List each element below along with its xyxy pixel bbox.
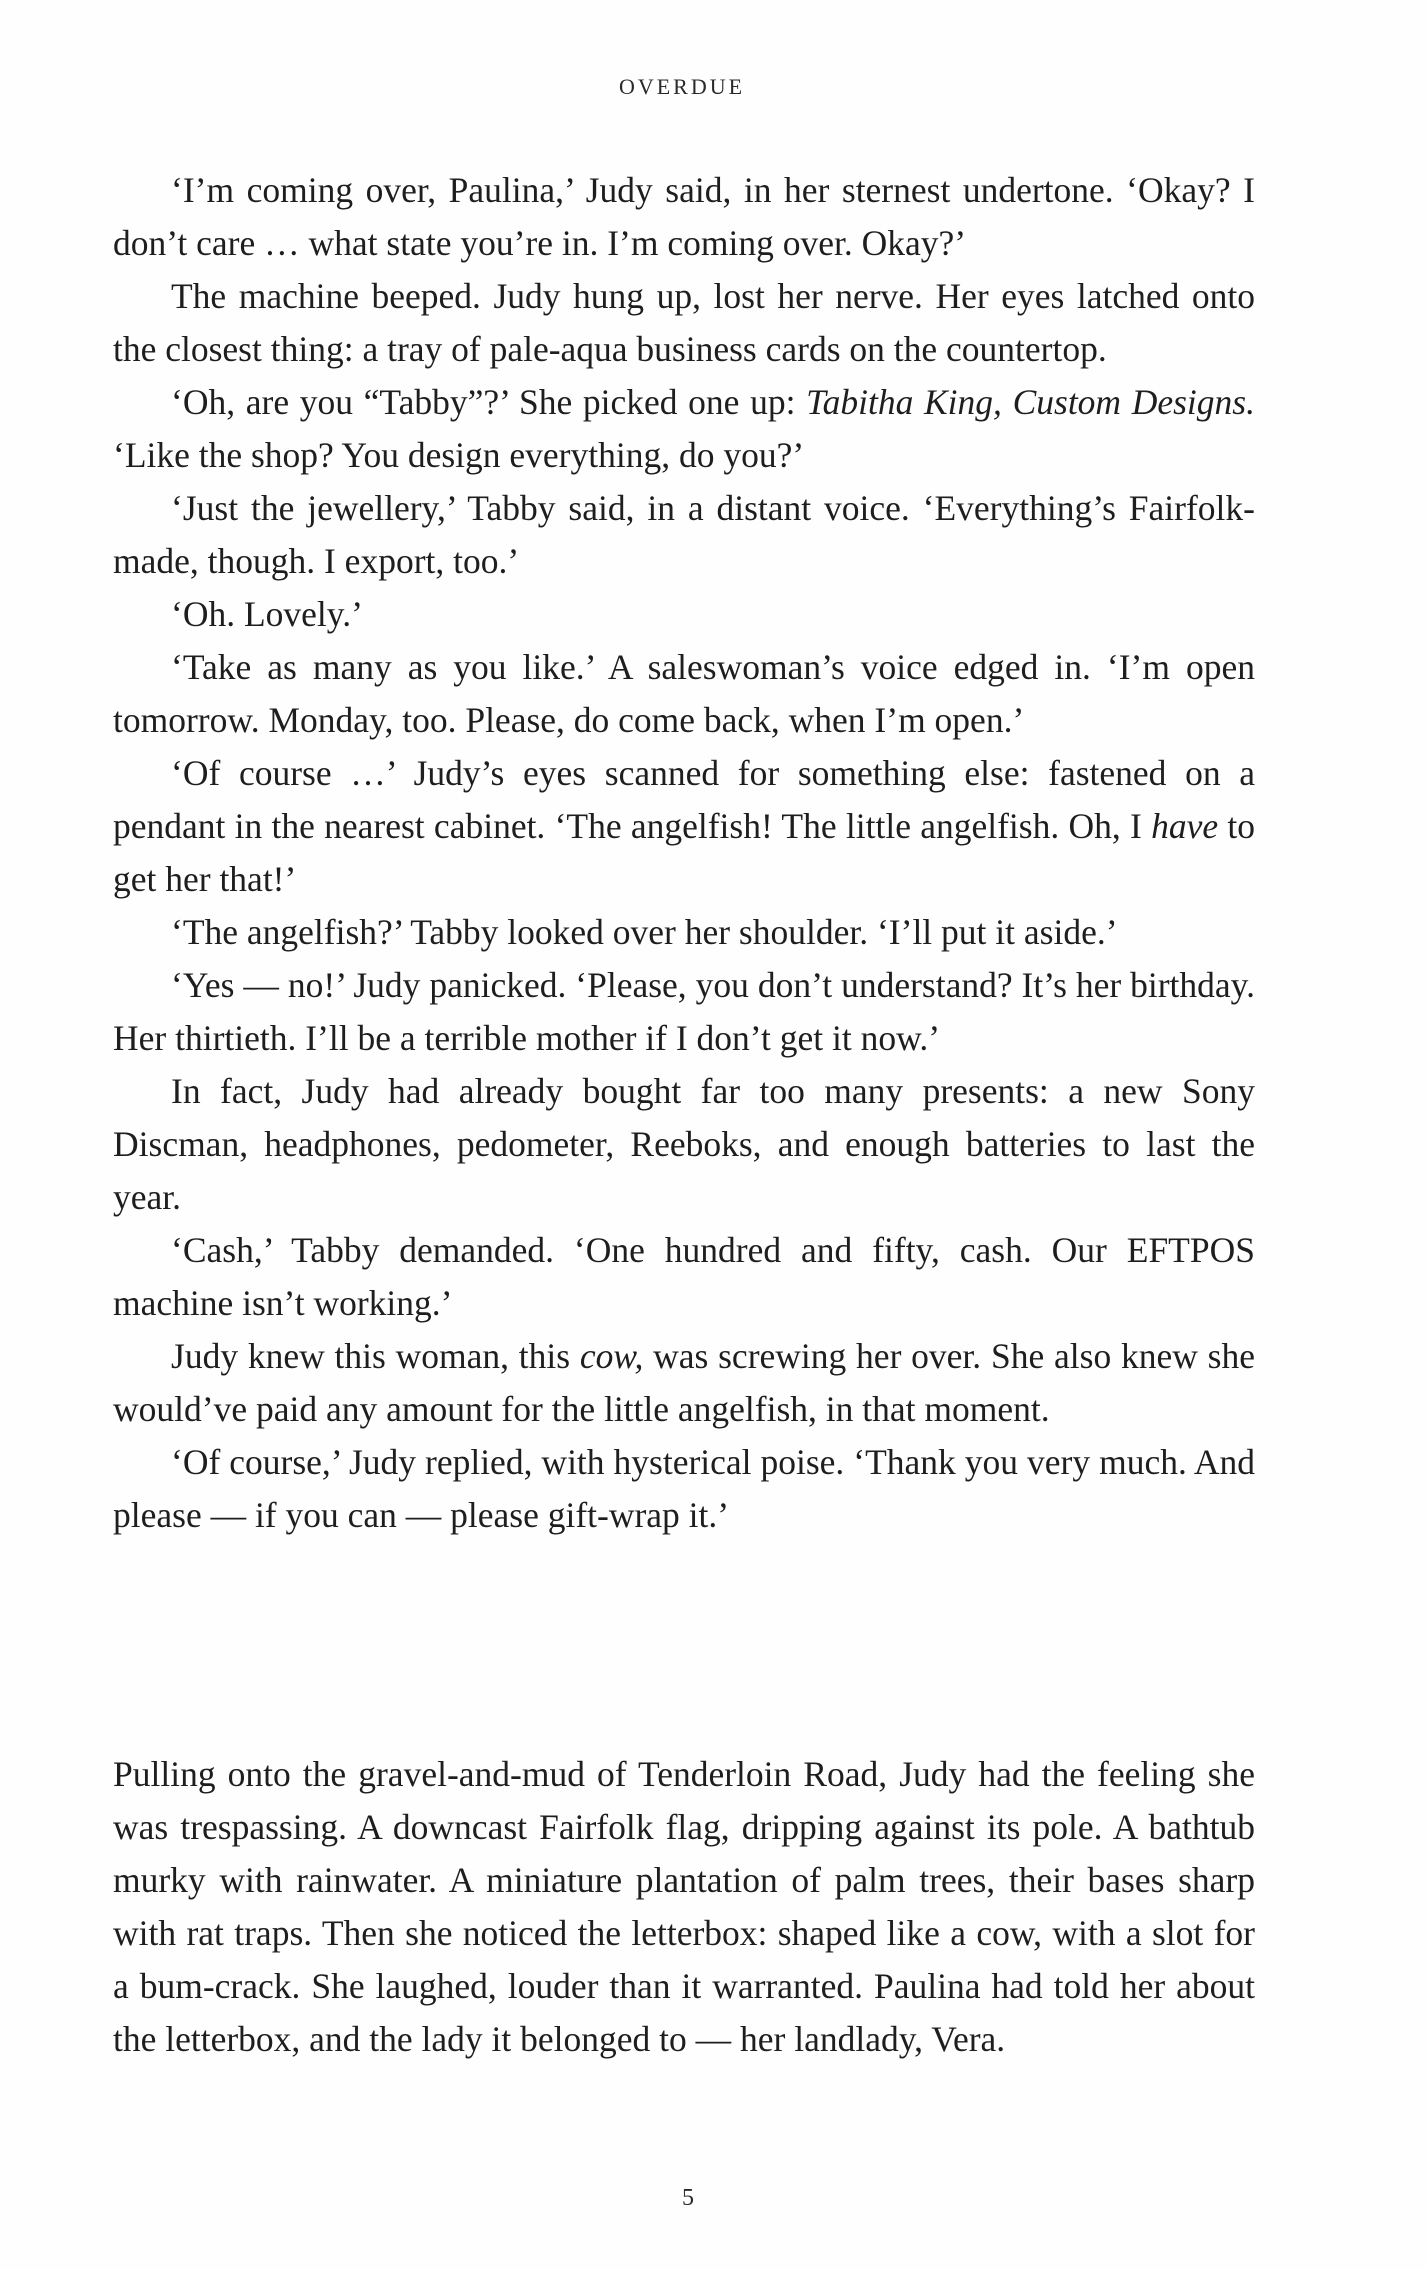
paragraph-text: ‘Like the shop? You design everything, do you?’	[113, 435, 805, 475]
paragraph: ‘Take as many as you like.’ A saleswoman’s voice edged in. ‘I’m open tomorrow. Monday, too. Please, do come back, when I’m open.’	[113, 647, 1255, 740]
paragraph-text: ‘Of course …’ Judy’s eyes scanned for something else: fastened on a pendant in the nearest cabinet. ‘The angelfish! The little angelfish. Oh, I	[113, 753, 1255, 846]
paragraph: ‘Just the jewellery,’ Tabby said, in a distant voice. ‘Everything’s Fairfolk-made, though. I export, too.’	[113, 488, 1255, 581]
paragraph: ‘Oh. Lovely.’	[171, 594, 363, 634]
paragraph: ‘I’m coming over, Paulina,’ Judy said, in her sternest undertone. ‘Okay? I don’t care … what state you’re in. I’m coming over. Okay?’	[113, 170, 1255, 263]
italic-text: Tabitha King, Custom Designs.	[806, 382, 1255, 422]
paragraph-text: Judy knew this woman, this	[171, 1336, 580, 1376]
paragraph: ‘The angelfish?’ Tabby looked over her shoulder. ‘I’ll put it aside.’	[171, 912, 1118, 952]
italic-text: cow,	[579, 1336, 644, 1376]
paragraph: ‘Yes — no!’ Judy panicked. ‘Please, you don’t understand? It’s her birthday. Her thirtieth. I’ll be a terrible mother if I don’t get it now.’	[113, 965, 1255, 1058]
italic-text: have	[1151, 806, 1219, 846]
paragraph: The machine beeped. Judy hung up, lost her nerve. Her eyes latched onto the closest thing: a tray of pale-aqua business cards on the countertop.	[113, 276, 1255, 369]
paragraph	[113, 376, 1255, 482]
section-1	[113, 164, 1255, 1542]
paragraph: Pulling onto the gravel-and-mud of Tenderloin Road, Judy had the feeling she was trespassing. A downcast Fairfolk flag, dripping against its pole. A bathtub murky with rainwater. A miniature plantation of palm trees, their bases sharp with rat traps. Then she noticed the letterbox: shaped like a cow, with a slot for a bum-crack. She laughed, louder than it warranted. Paulina had told her about the letterbox, and the lady it belonged to — her landlady, Vera.	[113, 1754, 1255, 2059]
page-number: 5	[682, 2185, 694, 2211]
paragraph-text: was screwing her over. She also knew she would’ve paid any amount for the little angelfish, in that moment.	[113, 1336, 1255, 1429]
paragraph	[113, 1330, 1255, 1436]
paragraph: In fact, Judy had already bought far too many presents: a new Sony Discman, headphones, pedometer, Reeboks, and enough batteries to last the year.	[113, 1071, 1255, 1217]
running-head: OVERDUE	[618, 74, 746, 99]
paragraph-text: ‘Oh, are you “Tabby”?’ She picked one up:	[171, 382, 807, 422]
paragraph: ‘Of course,’ Judy replied, with hysterical poise. ‘Thank you very much. And please — if you can — please gift-wrap it.’	[113, 1442, 1255, 1535]
paragraph: ‘Cash,’ Tabby demanded. ‘One hundred and fifty, cash. Our EFTPOS machine isn’t working.’	[113, 1230, 1255, 1323]
paragraph	[113, 747, 1255, 906]
section-2	[113, 1748, 1255, 2066]
paragraph-text: to get her that!’	[113, 806, 1255, 899]
